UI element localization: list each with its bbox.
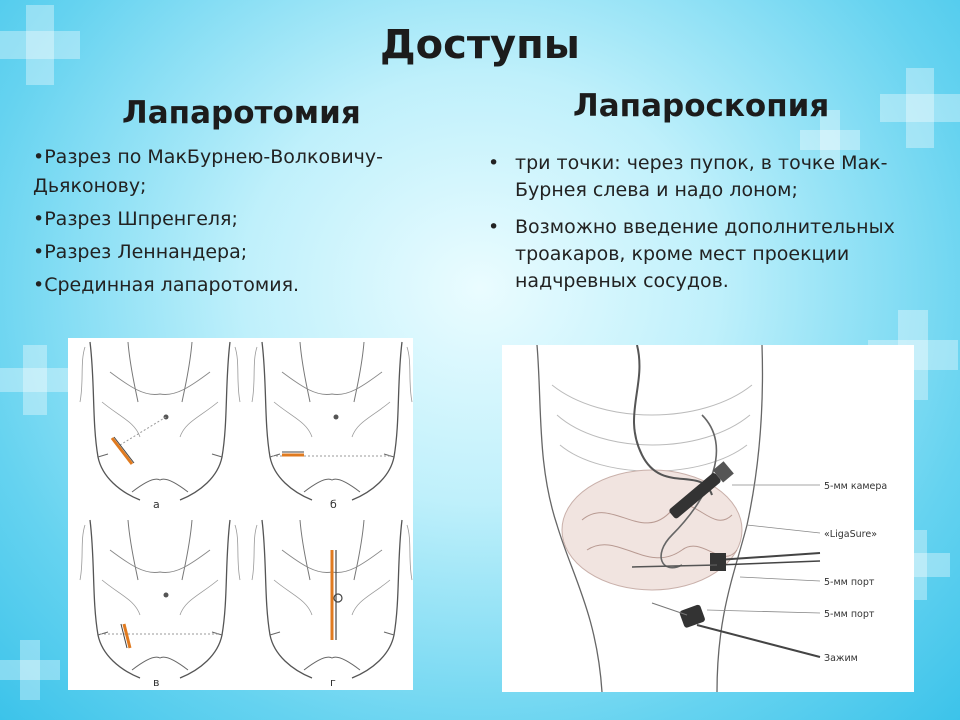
laparoscopy-list [488, 150, 938, 305]
label-port-2: 5-мм порт [824, 609, 875, 620]
incisions-illustration [68, 338, 413, 690]
list-item: • Возможно введение дополнительных троакаров, кроме мест проекции надчревных сосудов. [488, 214, 938, 295]
laparotomy-heading: Лапаротомия [122, 95, 361, 131]
label-ligasure: «LigaSure» [824, 529, 878, 540]
laparoscopy-illustration [502, 345, 914, 692]
incisions-figure [68, 338, 413, 690]
laparotomy-list [33, 143, 453, 304]
label-camera: 5-мм камера [824, 481, 888, 492]
figure-label-b: б [330, 498, 337, 511]
decorative-cross [0, 640, 60, 700]
figure-label-g: г [330, 676, 336, 689]
label-clamp: Зажим [824, 653, 858, 664]
decorative-cross [0, 345, 70, 415]
figure-label-v: в [153, 676, 160, 689]
list-item: • три точки: через пупок, в точке Мак-Бурнея слева и надо лоном; [488, 150, 938, 204]
slide-title: Доступы [380, 22, 580, 68]
laparoscopy-heading: Лапароскопия [573, 88, 830, 124]
list-item: • Разрез по МакБурнею-Волковичу-Дьяконову; [33, 143, 453, 201]
list-item: • Разрез Леннандера; [33, 238, 453, 267]
figure-label-a: а [153, 498, 160, 511]
list-item: • Разрез Шпренгеля; [33, 205, 453, 234]
laparoscopy-figure [502, 345, 914, 692]
decorative-cross [880, 68, 960, 148]
label-port-1: 5-мм порт [824, 577, 875, 588]
list-item: • Срединная лапаротомия. [33, 271, 453, 300]
